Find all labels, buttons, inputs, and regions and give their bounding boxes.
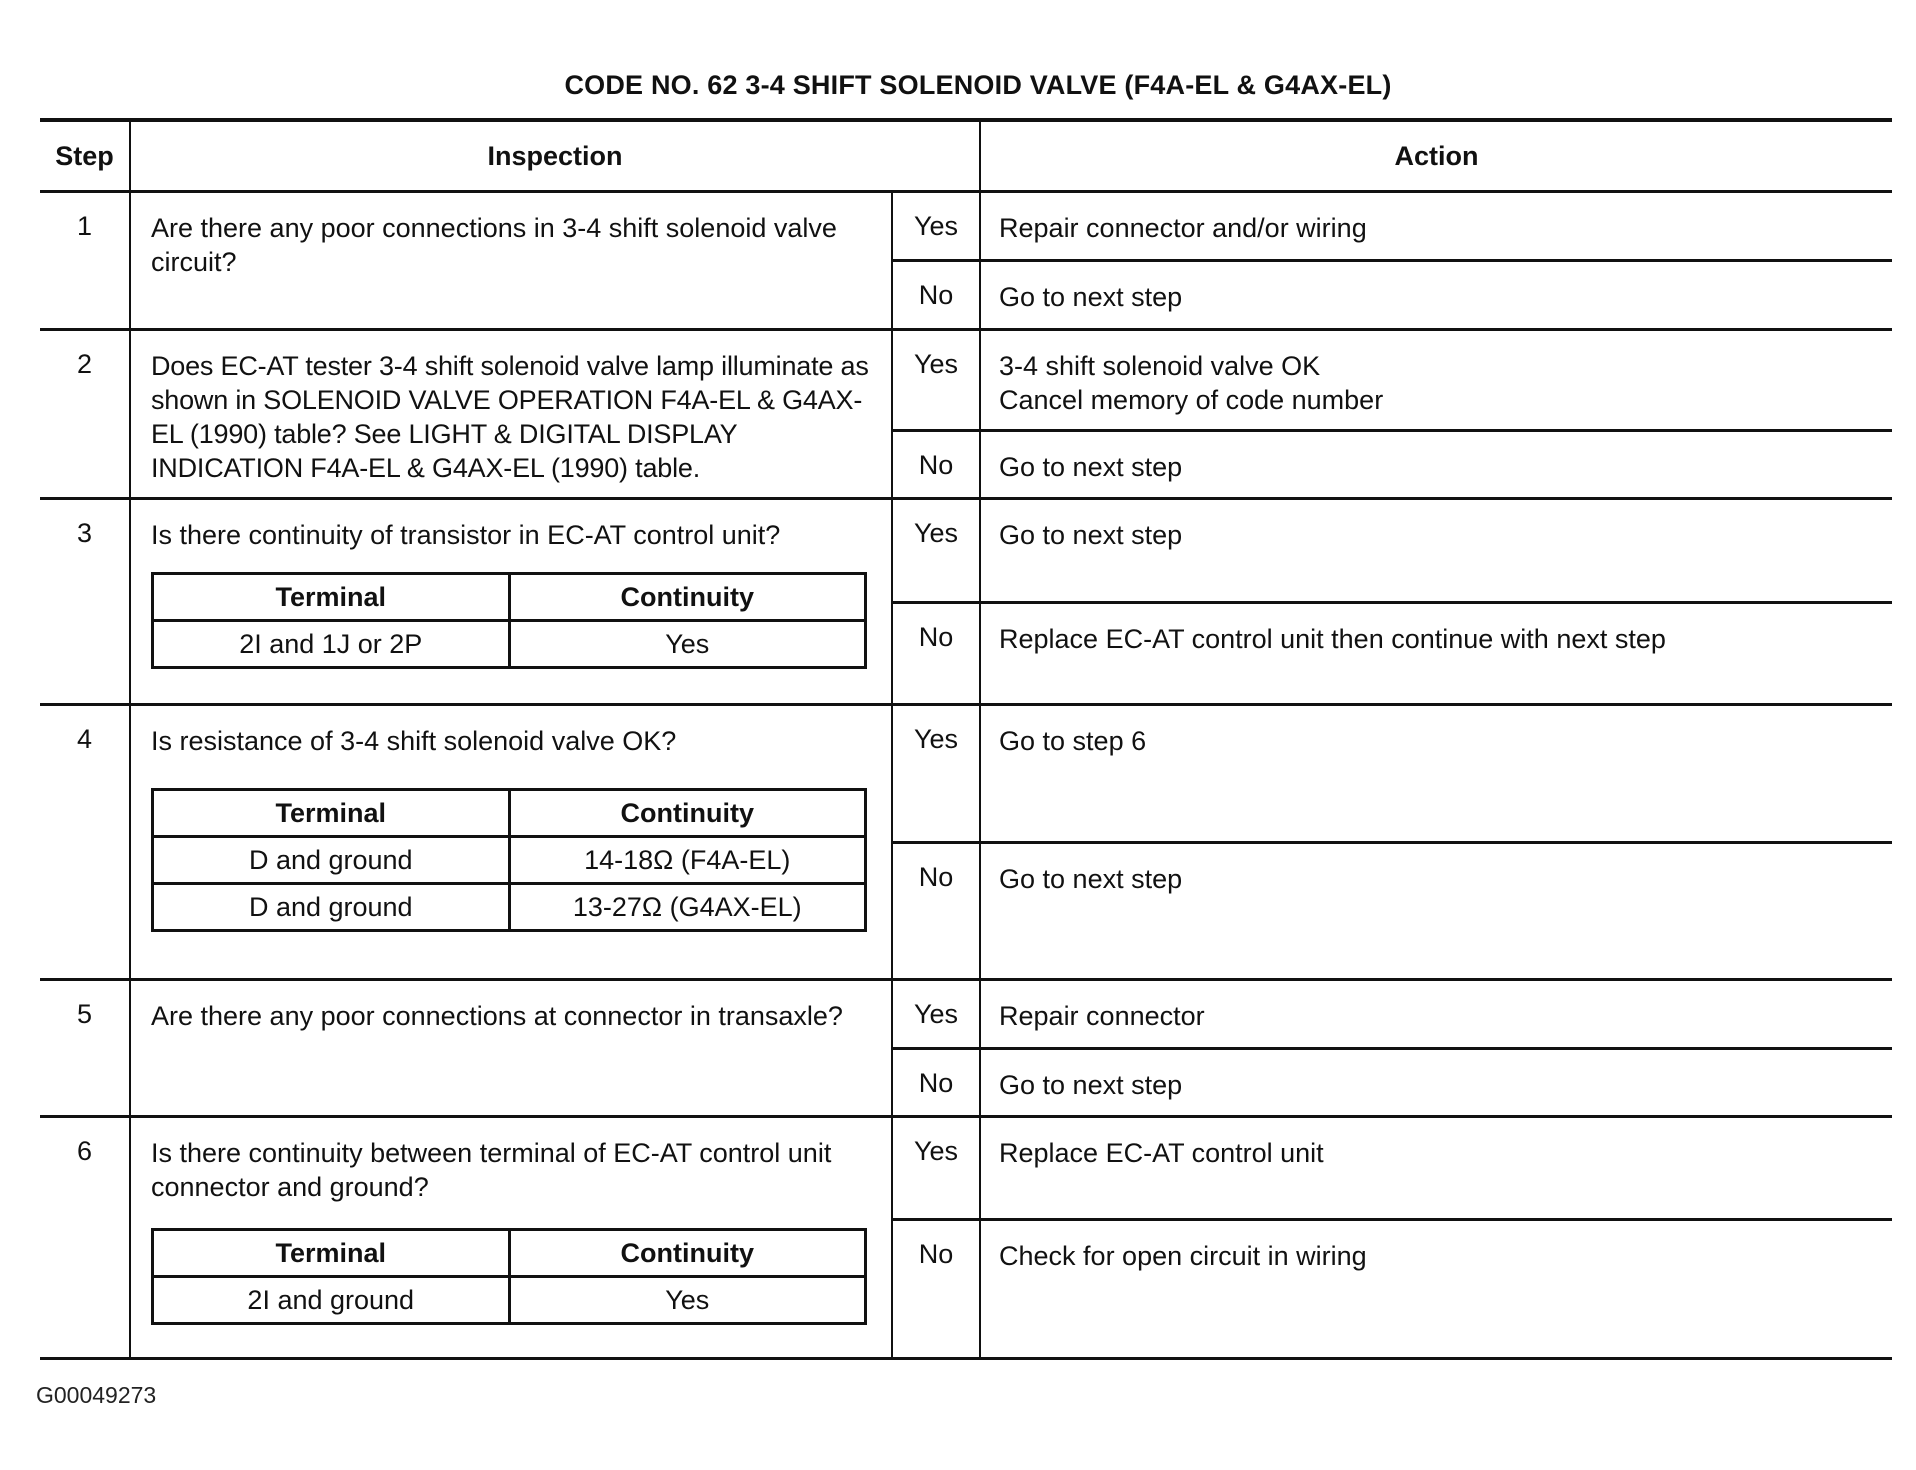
yes-label: Yes	[892, 980, 980, 1049]
header-step: Step	[40, 120, 130, 192]
step-number: 3	[40, 499, 130, 705]
no-label: No	[892, 1220, 980, 1359]
terminal-value: D and ground	[153, 884, 510, 931]
inspection-text: Is resistance of 3-4 shift solenoid valve OK?	[151, 726, 677, 756]
no-label: No	[892, 603, 980, 705]
no-label: No	[892, 843, 980, 980]
yes-label: Yes	[892, 705, 980, 843]
yes-label: Yes	[892, 1117, 980, 1220]
continuity-value: 14-18Ω (F4A-EL)	[509, 837, 866, 884]
continuity-header: Continuity	[509, 574, 866, 621]
terminal-value: 2I and 1J or 2P	[153, 621, 510, 668]
yes-action: Go to next step	[980, 499, 1892, 603]
yes-action: Replace EC-AT control unit	[980, 1117, 1892, 1220]
no-label: No	[892, 1049, 980, 1117]
no-label: No	[892, 431, 980, 499]
step-number: 2	[40, 330, 130, 499]
step-number: 5	[40, 980, 130, 1117]
yes-action-line: Cancel memory of code number	[999, 385, 1384, 415]
terminal-header: Terminal	[153, 574, 510, 621]
page-title: CODE NO. 62 3-4 SHIFT SOLENOID VALVE (F4A-EL & G4AX-EL)	[564, 70, 1392, 100]
table-row	[40, 499, 1892, 603]
no-action: Check for open circuit in wiring	[980, 1220, 1892, 1359]
no-action: Go to next step	[980, 1049, 1892, 1117]
continuity-value: Yes	[509, 1277, 866, 1324]
step-number: 6	[40, 1117, 130, 1359]
header-row	[40, 120, 1892, 192]
terminal-value: 2I and ground	[153, 1277, 510, 1324]
table-row	[40, 192, 1892, 261]
diagnostic-table	[40, 118, 1892, 1360]
header-inspection: Inspection	[130, 120, 980, 192]
yes-action: Go to step 6	[980, 705, 1892, 843]
table-row	[40, 330, 1892, 431]
yes-action: Repair connector	[980, 980, 1892, 1049]
terminal-table	[151, 788, 867, 932]
inspection-text: Are there any poor connections at connector in transaxle?	[130, 980, 892, 1117]
table-row	[40, 705, 1892, 843]
yes-action	[980, 330, 1892, 431]
no-action: Go to next step	[980, 431, 1892, 499]
continuity-header: Continuity	[509, 1230, 866, 1277]
table-row	[40, 980, 1892, 1049]
yes-label: Yes	[892, 499, 980, 603]
step-number: 1	[40, 192, 130, 330]
no-action: Go to next step	[980, 843, 1892, 980]
inspection-text: Is there continuity of transistor in EC-AT control unit?	[151, 520, 781, 550]
yes-label: Yes	[892, 192, 980, 261]
inspection-cell	[130, 705, 892, 980]
yes-label: Yes	[892, 330, 980, 431]
yes-action: Repair connector and/or wiring	[980, 192, 1892, 261]
continuity-value: Yes	[509, 621, 866, 668]
continuity-value: 13-27Ω (G4AX-EL)	[509, 884, 866, 931]
table-row	[40, 1117, 1892, 1220]
yes-action-line: 3-4 shift solenoid valve OK	[999, 351, 1321, 381]
step-number: 4	[40, 705, 130, 980]
inspection-cell	[130, 499, 892, 705]
terminal-value: D and ground	[153, 837, 510, 884]
inspection-text: Is there continuity between terminal of EC-AT control unit connector and ground?	[151, 1138, 832, 1202]
inspection-cell	[130, 1117, 892, 1359]
terminal-header: Terminal	[153, 790, 510, 837]
inspection-text: Does EC-AT tester 3-4 shift solenoid valve lamp illuminate as shown in SOLENOID VALVE OPERATION F4A-EL & G4AX-EL (1990) table? See LIGHT & DIGITAL DISPLAY INDICATION F4A-EL & G4AX-EL (1990) table.	[130, 330, 892, 499]
no-action: Go to next step	[980, 261, 1892, 330]
terminal-header: Terminal	[153, 1230, 510, 1277]
figure-code: G00049273	[36, 1382, 157, 1408]
inspection-text: Are there any poor connections in 3-4 shift solenoid valve circuit?	[130, 192, 892, 330]
terminal-table	[151, 572, 867, 669]
header-action: Action	[980, 120, 1892, 192]
no-action: Replace EC-AT control unit then continue with next step	[980, 603, 1892, 705]
continuity-header: Continuity	[509, 790, 866, 837]
no-label: No	[892, 261, 980, 330]
terminal-table	[151, 1228, 867, 1325]
